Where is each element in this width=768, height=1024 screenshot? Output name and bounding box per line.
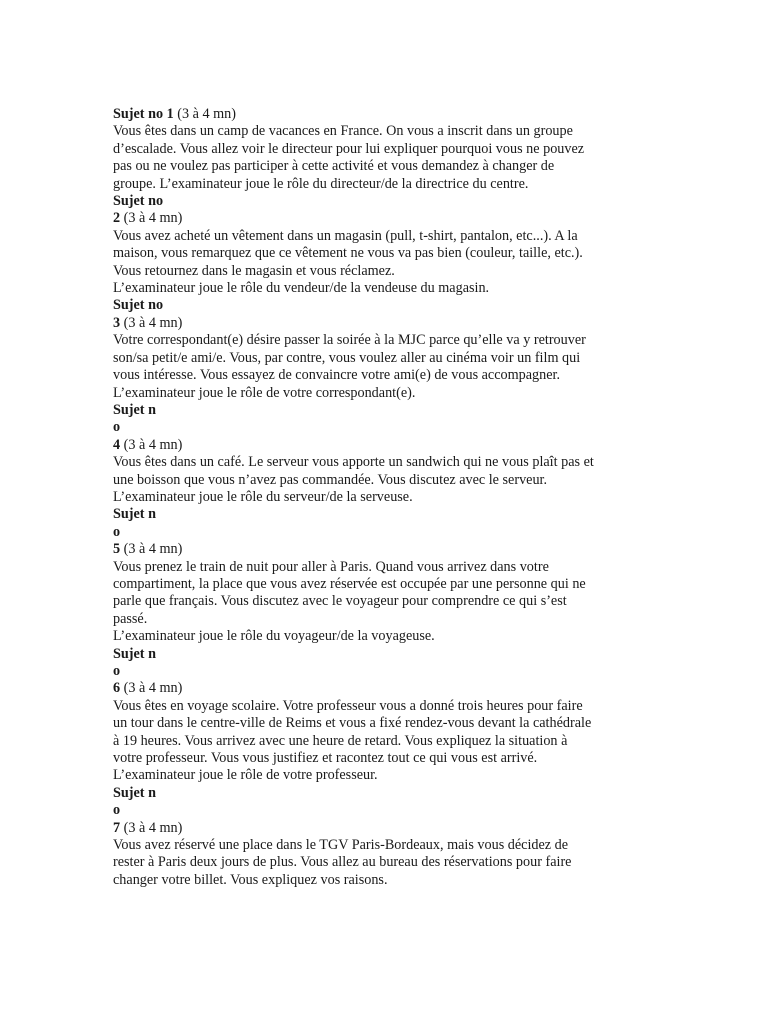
text-line: [113, 506, 633, 523]
line-text: Vous retournez dans le magasin et vous réclamez.: [113, 262, 395, 279]
line-text: L’examinateur joue le rôle du vendeur/de la vendeuse du magasin.: [113, 280, 490, 297]
text-line: [113, 402, 633, 419]
line-text: changer votre billet. Vous expliquez vos raisons.: [113, 871, 388, 888]
text-line: [113, 123, 633, 140]
line-text: passé.: [113, 610, 148, 627]
text-line: [113, 158, 633, 175]
subject-heading: 4: [113, 436, 121, 453]
text-line: [113, 263, 633, 280]
line-text: Vous êtes en voyage scolaire. Votre professeur vous a donné trois heures pour faire: [113, 697, 583, 714]
line-text: compartiment, la place que vous avez réservée est occupée par une personne qui ne: [113, 575, 586, 592]
line-text: (3 à 4 mn): [120, 680, 183, 697]
text-line: [113, 280, 633, 297]
subject-heading: Sujet no 1: [113, 106, 174, 122]
text-line: [113, 472, 633, 489]
text-line: [113, 385, 633, 402]
text-line: [113, 210, 633, 227]
subject-heading: Sujet no: [113, 193, 164, 210]
text-line: [113, 454, 633, 471]
text-line: [113, 367, 633, 384]
subject-heading: o: [113, 523, 121, 540]
text-line: [113, 733, 633, 750]
line-text: parle que français. Vous discutez avec le voyageur pour comprendre ce qui s’est: [113, 593, 567, 610]
text-line: [113, 628, 633, 645]
text-line: [113, 715, 633, 732]
line-text: (3 à 4 mn): [120, 210, 183, 227]
text-line: [113, 646, 633, 663]
text-line: [113, 767, 633, 784]
line-text: (3 à 4 mn): [120, 314, 183, 331]
text-line: [113, 698, 633, 715]
text-line: [113, 228, 633, 245]
line-text: Votre correspondant(e) désire passer la soirée à la MJC parce qu’elle va y retrouver: [113, 332, 586, 349]
subject-heading: 6: [113, 680, 121, 697]
text-line: [113, 141, 633, 158]
text-line: [113, 576, 633, 593]
subject-heading: 3: [113, 314, 121, 331]
text-line: [113, 245, 633, 262]
line-text: Vous avez réservé une place dans le TGV Paris-Bordeaux, mais vous décidez de: [113, 837, 569, 854]
subject-heading: Sujet n: [113, 784, 156, 801]
text-line: [113, 872, 633, 889]
subject-heading: 7: [113, 819, 121, 836]
document-text: [113, 106, 633, 889]
line-text: L’examinateur joue le rôle du serveur/de la serveuse.: [113, 488, 413, 505]
subject-heading: Sujet no: [113, 297, 164, 314]
subject-heading: Sujet n: [113, 506, 156, 523]
text-line: [113, 193, 633, 210]
text-line: [113, 611, 633, 628]
line-text: un tour dans le centre-ville de Reims et vous a fixé rendez-vous devant la cathédrale: [113, 715, 592, 732]
line-text: Vous êtes dans un café. Le serveur vous apporte un sandwich qui ne vous plaît pas et: [113, 454, 594, 471]
line-text: rester à Paris deux jours de plus. Vous allez au bureau des réservations pour faire: [113, 854, 572, 871]
subject-heading: o: [113, 419, 121, 436]
line-text: d’escalade. Vous allez voir le directeur pour lui expliquer pourquoi vous ne pouvez: [113, 140, 585, 157]
line-text: votre professeur. Vous vous justifiez et racontez tout ce qui vous est arrivé.: [113, 750, 538, 767]
line-text: pas ou ne voulez pas participer à cette activité et vous demandez à changer de: [113, 158, 555, 175]
text-line: [113, 350, 633, 367]
text-line: [113, 437, 633, 454]
line-text: vous intéresse. Vous essayez de convaincre votre ami(e) de vous accompagner.: [113, 367, 561, 384]
text-line: [113, 854, 633, 871]
text-line: [113, 332, 633, 349]
text-line: [113, 837, 633, 854]
text-line: [113, 419, 633, 436]
line-text: (3 à 4 mn): [173, 106, 236, 122]
line-text: (3 à 4 mn): [120, 819, 183, 836]
subject-heading: Sujet n: [113, 401, 156, 418]
text-line: [113, 297, 633, 314]
line-text: (3 à 4 mn): [120, 541, 183, 558]
subject-heading: 5: [113, 541, 121, 558]
text-line: [113, 524, 633, 541]
subject-heading: o: [113, 663, 121, 679]
subject-heading: 2: [113, 210, 121, 227]
text-line: [113, 785, 633, 802]
line-text: son/sa petit/e ami/e. Vous, par contre, vous voulez aller au cinéma voir un film qui: [113, 349, 581, 366]
line-text: à 19 heures. Vous arrivez avec une heure de retard. Vous expliquez la situation à: [113, 732, 568, 749]
text-line: [113, 106, 633, 123]
text-line: [113, 489, 633, 506]
line-text: maison, vous remarquez que ce vêtement ne vous va pas bien (couleur, taille, etc.).: [113, 245, 583, 262]
subject-heading: o: [113, 802, 121, 819]
line-text: groupe. L’examinateur joue le rôle du directeur/de la directrice du centre.: [113, 175, 529, 192]
line-text: L’examinateur joue le rôle du voyageur/de la voyageuse.: [113, 628, 435, 645]
text-line: [113, 176, 633, 193]
line-text: Vous prenez le train de nuit pour aller à Paris. Quand vous arrivez dans votre: [113, 558, 549, 575]
text-line: [113, 559, 633, 576]
line-text: une boisson que vous n’avez pas commandée. Vous discutez avec le serveur.: [113, 471, 548, 488]
line-text: L’examinateur joue le rôle de votre correspondant(e).: [113, 384, 416, 401]
text-line: [113, 680, 633, 697]
subject-heading: Sujet n: [113, 645, 156, 662]
text-line: [113, 541, 633, 558]
text-line: [113, 750, 633, 767]
line-text: Vous avez acheté un vêtement dans un magasin (pull, t-shirt, pantalon, etc...). A la: [113, 227, 578, 244]
text-line: [113, 820, 633, 837]
text-line: [113, 663, 633, 680]
text-line: [113, 802, 633, 819]
line-text: Vous êtes dans un camp de vacances en France. On vous a inscrit dans un groupe: [113, 123, 573, 140]
text-line: [113, 315, 633, 332]
line-text: L’examinateur joue le rôle de votre professeur.: [113, 767, 378, 784]
line-text: (3 à 4 mn): [120, 436, 183, 453]
text-line: [113, 593, 633, 610]
